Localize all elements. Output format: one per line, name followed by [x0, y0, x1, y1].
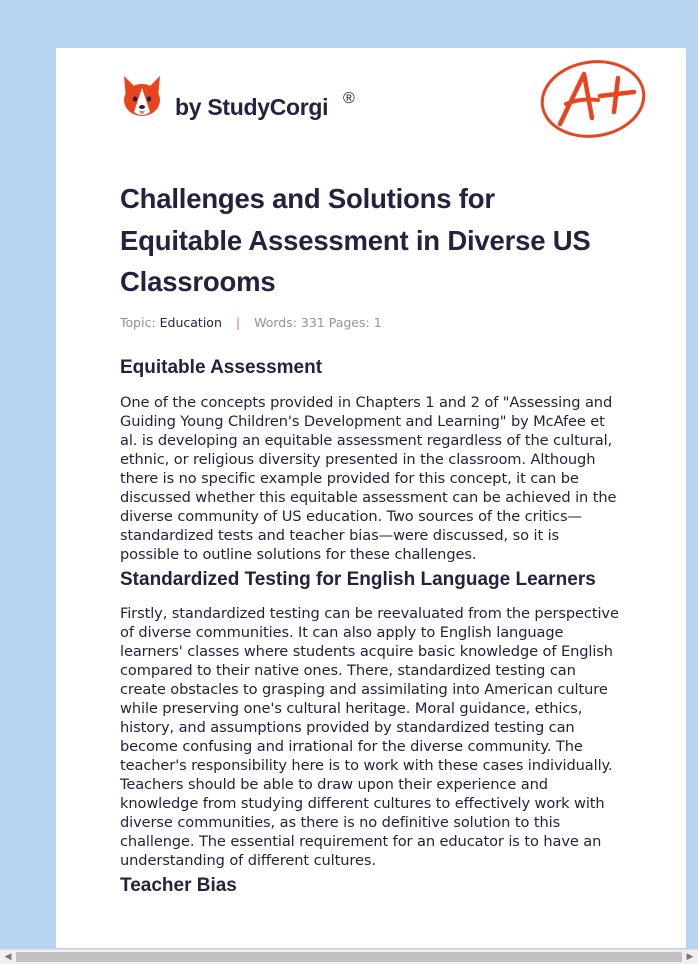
section-heading: Standardized Testing for English Language Learners	[120, 568, 596, 590]
brand-name[interactable]: by StudyCorgi	[175, 94, 329, 120]
topic-label: Topic:	[120, 314, 156, 330]
section-paragraph: Firstly, standardized testing can be reevaluated from the perspective of diverse communities. It can also apply to English language learners' classes where students acquire basic knowledge of English compared to their native ones. There, standardized testing can create obstacles to grasping and assimilating into American culture while preserving one's cultural heritage. Moral guidance, ethics, history, and assumptions provided by standardized testing can become confusing and irrational for the diverse community. The teacher's responsibility here is to work with these cases individually. Teachers should be able to draw upon their experience and knowledge from studying different cultures to effectively work with diverse communities, as there is no definitive solution to this challenge. The essential requirement for an educator is to have an understanding of different cultures.	[120, 604, 619, 869]
meta-separator: |	[235, 314, 241, 330]
header	[56, 48, 686, 148]
section-paragraph: One of the concepts provided in Chapters 1 and 2 of "Assessing and Guiding Young Children's Development and Learning" by McAfee et al. is developing an equitable assessment regardless of the cultural, ethnic, or religious diversity presented in the classroom. Although there is no specific example provided for this concept, it can be discussed whether this equitable assessment can be achieved in the diverse community of US education. Two sources of the critics—standardized tests and teacher bias—were discussed, so it is possible to outline solutions for these challenges.	[120, 393, 617, 563]
scroll-right-arrow-icon[interactable]: ▶	[686, 952, 694, 962]
section-heading: Equitable Assessment	[120, 356, 323, 378]
corgi-logo-icon	[122, 76, 162, 120]
scroll-left-arrow-icon[interactable]: ◀	[4, 952, 12, 962]
scrollbar-thumb[interactable]	[16, 952, 682, 962]
topic-link[interactable]: Education	[159, 314, 222, 330]
section-heading: Teacher Bias	[120, 874, 237, 896]
page-count: Pages: 1	[328, 314, 382, 330]
registered-mark: ®	[343, 90, 355, 107]
page-title: Challenges and Solutions for Equitable Assessment in Diverse US Classrooms	[120, 183, 591, 297]
a-plus-grade-icon	[538, 58, 648, 140]
article-meta	[120, 315, 620, 331]
document-page	[56, 48, 686, 948]
horizontal-scrollbar[interactable]	[0, 949, 698, 964]
word-count: Words: 331	[254, 314, 325, 330]
article-content	[120, 178, 620, 898]
